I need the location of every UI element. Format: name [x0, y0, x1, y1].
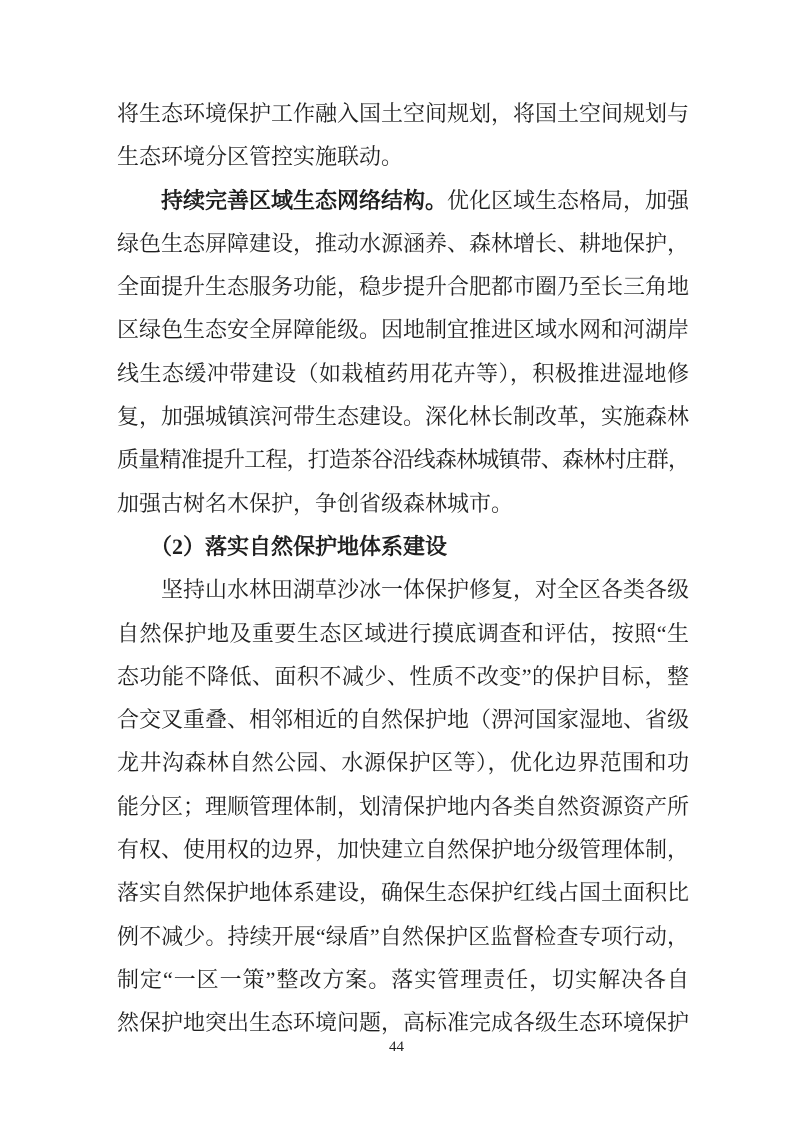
text-segment: 能分区；理顺管理体制，划清保护地内各类自然资源资产所: [117, 793, 690, 819]
text-segment: 龙井沟森林自然公园、水源保护区等），优化边界范围和功: [117, 750, 689, 776]
text-segment: 全面提升生态服务功能，稳步提升合肥都市圈乃至长三角地: [117, 274, 690, 300]
text-line: [117, 135, 689, 178]
text-segment: 质量精准提升工程，打造茶谷沿线森林城镇带、森林村庄群，: [117, 447, 690, 473]
run-in-heading-line: [117, 179, 689, 222]
text-line: [117, 785, 689, 828]
text-line: [117, 828, 689, 871]
text-segment: 态功能不降低、面积不减少、性质不改变”的保护目标，整: [117, 663, 689, 689]
page-number: 44: [389, 1039, 404, 1055]
text-segment: 制定“一区一策”整改方案。落实管理责任，切实解决各自: [117, 966, 689, 992]
text-line: [117, 222, 689, 265]
text-body: [117, 92, 689, 1045]
text-segment: 坚持山水林田湖草沙冰一体保护修复，对全区各类各级: [117, 577, 690, 603]
text-line: [117, 265, 689, 308]
text-segment: 复，加强城镇滨河带生态建设。深化林长制改革，实施森林: [117, 404, 690, 430]
text-line: [117, 698, 689, 741]
text-line: [117, 352, 689, 395]
text-segment: 然保护地突出生态环境问题，高标准完成各级生态环境保护: [117, 1010, 690, 1036]
text-segment: 合交叉重叠、相邻相近的自然保护地（淠河国家湿地、省级: [117, 707, 690, 733]
text-line: [117, 568, 689, 611]
text-segment: 优化区域生态格局，加强: [447, 187, 690, 213]
text-segment: 区绿色生态安全屏障能级。因地制宜推进区域水网和河湖岸: [117, 317, 690, 343]
text-segment: 将生态环境保护工作融入国土空间规划，将国土空间规划与: [117, 101, 690, 126]
bold-text-segment: 持续完善区域生态网络结构。: [161, 187, 448, 213]
text-line: [117, 741, 689, 784]
text-segment: 生态环境分区管控实施联动。: [117, 144, 404, 170]
text-line: [117, 958, 689, 1001]
text-line: [117, 438, 689, 481]
text-segment: 落实自然保护地体系建设，确保生态保护红线占国土面积比: [117, 880, 690, 906]
text-line: [117, 612, 689, 655]
text-line: [117, 92, 689, 135]
text-segment: [117, 534, 161, 559]
text-segment: 有权、使用权的边界，加快建立自然保护地分级管理体制，: [117, 837, 690, 863]
text-segment: 线生态缓冲带建设（如栽植药用花卉等），积极推进湿地修: [117, 360, 689, 386]
text-line: [117, 915, 689, 958]
text-line: [117, 308, 689, 351]
text-line: [117, 482, 689, 525]
text-line: [117, 395, 689, 438]
text-segment: 例不减少。持续开展“绿盾”自然保护区监督检查专项行动，: [117, 923, 689, 949]
text-segment: [117, 188, 161, 213]
text-segment: 加强古树名木保护，争创省级森林城市。: [117, 490, 514, 516]
bold-text-segment: （2）落实自然保护地体系建设: [161, 533, 448, 559]
text-segment: 绿色生态屏障建设，推动水源涵养、森林增长、耕地保护，: [117, 230, 690, 256]
section-heading-line: [117, 525, 689, 568]
text-line: [117, 871, 689, 914]
text-segment: 自然保护地及重要生态区域进行摸底调查和评估，按照“生: [117, 620, 689, 646]
text-line: [117, 655, 689, 698]
